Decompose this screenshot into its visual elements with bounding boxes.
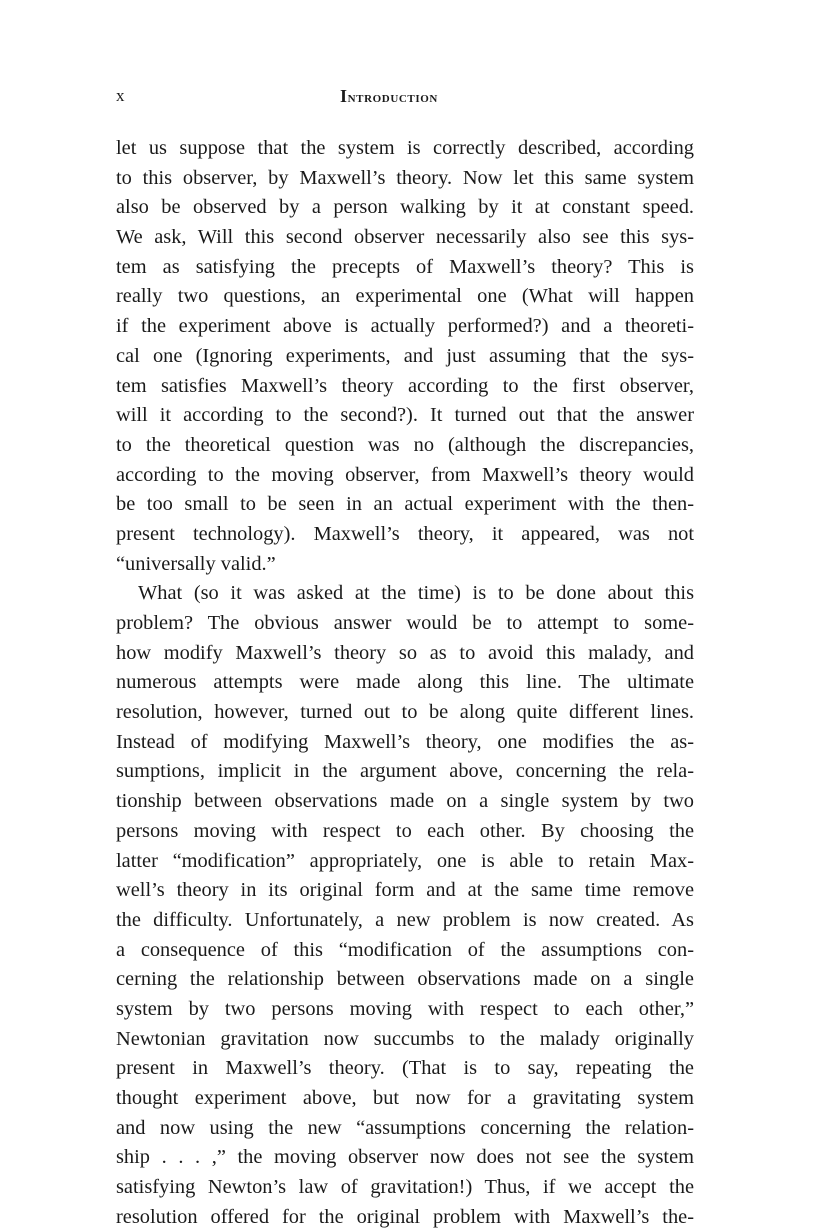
text-line: cal one (Ignoring experiments, and just assuming that the sys- — [116, 344, 694, 367]
text-line: the difficulty. Unfortunately, a new problem is now created. As — [116, 908, 694, 931]
text-line: really two questions, an experimental one (What will happen — [116, 285, 694, 308]
text-line: problem? The obvious answer would be to attempt to some- — [116, 612, 694, 634]
text-line: present in Maxwell’s theory. (That is to say, repeating the — [116, 1057, 694, 1080]
text-line: be too small to be seen in an actual experiment with the then- — [116, 493, 694, 516]
text-line: to the theoretical question was no (although the discrepancies, — [116, 433, 694, 456]
chapter-title-initial: I — [340, 86, 348, 106]
text-line: tionship between observations made on a single system by two — [116, 790, 694, 813]
text-line: to this observer, by Maxwell’s theory. Now let this same system — [116, 166, 694, 189]
text-line: We ask, Will this second observer necessarily also see this sys- — [116, 226, 694, 249]
text-line: ship . . . ,” the moving observer now does not see the system — [116, 1146, 694, 1169]
chapter-title-rest: ntroduction — [347, 89, 438, 106]
book-page — [116, 86, 694, 1232]
text-line: will it according to the second?). It turned out that the answer — [116, 404, 694, 427]
text-line: system by two persons moving with respect to each other,” — [116, 997, 694, 1020]
text-line: also be observed by a person walking by it at constant speed. — [116, 196, 694, 219]
text-line: according to the moving observer, from Maxwell’s theory would — [116, 463, 694, 486]
text-line: thought experiment above, but now for a gravitating system — [116, 1087, 694, 1109]
text-line: let us suppose that the system is correctly described, according — [116, 137, 694, 159]
text-line: “universally valid.” — [116, 552, 276, 575]
text-line: if the experiment above is actually performed?) and a theoreti- — [116, 315, 694, 338]
body-text — [116, 134, 694, 1232]
text-line: tem satisfies Maxwell’s theory according to the first observer, — [116, 374, 694, 397]
text-line: latter “modification” appropriately, one is able to retain Max- — [116, 849, 694, 872]
text-line: how modify Maxwell’s theory so as to avoid this malady, and — [116, 641, 694, 664]
text-line: well’s theory in its original form and at the same time remove — [116, 879, 694, 902]
text-line: What (so it was asked at the time) is to be done about this — [138, 582, 694, 605]
text-line: resolution, however, turned out to be along quite different lines. — [116, 701, 694, 724]
chapter-title — [340, 86, 438, 107]
text-line: cerning the relationship between observations made on a single — [116, 968, 694, 991]
text-line: a consequence of this “modification of the assumptions con- — [116, 938, 694, 961]
text-line: sumptions, implicit in the argument above, concerning the rela- — [116, 760, 694, 783]
text-line: Newtonian gravitation now succumbs to the malady originally — [116, 1027, 694, 1050]
text-line: Instead of modifying Maxwell’s theory, one modifies the as- — [116, 730, 694, 753]
text-line: persons moving with respect to each other. By choosing the — [116, 819, 694, 842]
text-line: resolution offered for the original problem with Maxwell’s the- — [116, 1205, 694, 1228]
text-line: satisfying Newton’s law of gravitation!) Thus, if we accept the — [116, 1176, 694, 1199]
text-line: tem as satisfying the precepts of Maxwell’s theory? This is — [116, 255, 694, 278]
text-line: present technology). Maxwell’s theory, it appeared, was not — [116, 522, 694, 545]
text-line: numerous attempts were made along this line. The ultimate — [116, 671, 694, 694]
running-head — [116, 86, 694, 112]
text-line: and now using the new “assumptions concerning the relation- — [116, 1116, 694, 1139]
page-number: x — [116, 86, 125, 105]
